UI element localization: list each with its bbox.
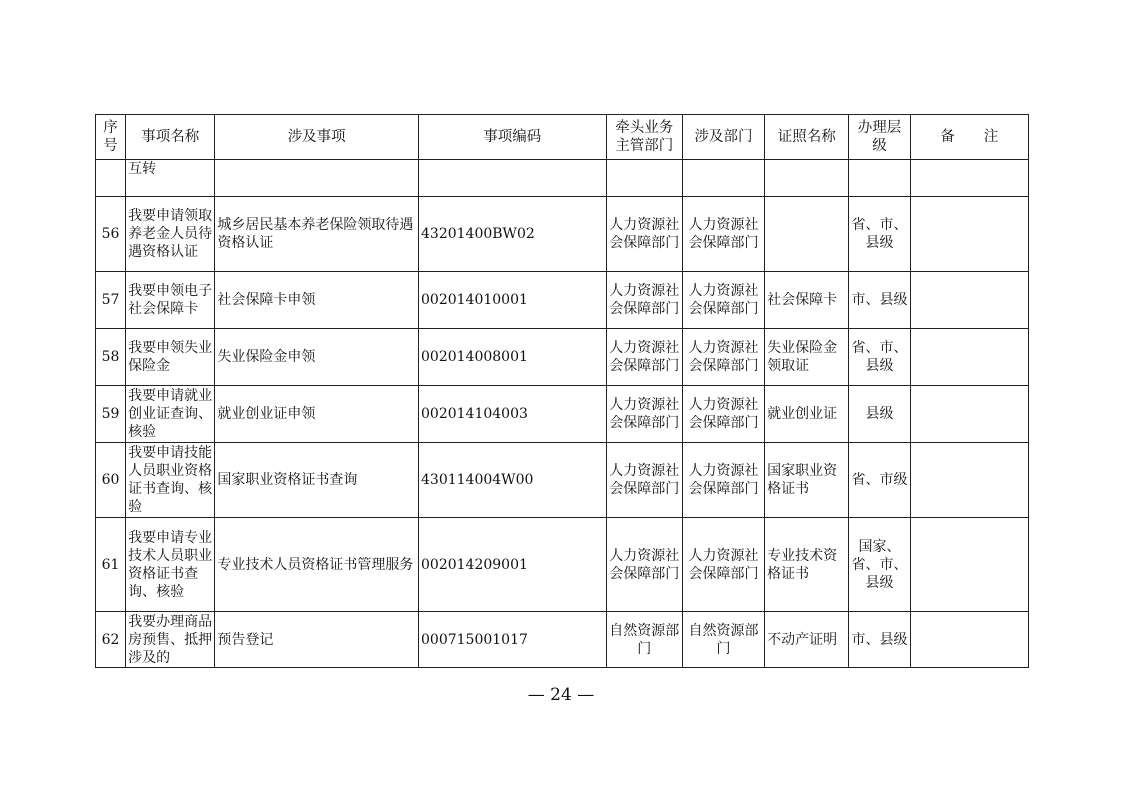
cell-lead-dept: 自然资源部门 bbox=[606, 612, 682, 668]
cell-level: 省、市、县级 bbox=[849, 197, 910, 272]
header-involved-dept: 涉及部门 bbox=[682, 115, 764, 160]
cell-lead-dept bbox=[606, 160, 682, 197]
page-number: — 24 — bbox=[527, 685, 595, 705]
cell-note bbox=[910, 518, 1028, 612]
cell-level bbox=[849, 160, 910, 197]
cell-seq: 57 bbox=[96, 272, 126, 329]
cell-matter: 就业创业证申领 bbox=[215, 386, 419, 443]
cell-level: 国家、省、市、县级 bbox=[849, 518, 910, 612]
cell-seq: 61 bbox=[96, 518, 126, 612]
cell-matter: 国家职业资格证书查询 bbox=[215, 443, 419, 518]
cell-matter: 城乡居民基本养老保险领取待遇资格认证 bbox=[215, 197, 419, 272]
cell-item-name: 我要申请技能人员职业资格证书查询、核验 bbox=[126, 443, 215, 518]
table-row bbox=[96, 329, 1029, 386]
cell-cert-name: 国家职业资格证书 bbox=[765, 443, 849, 518]
cell-code: 000715001017 bbox=[419, 612, 607, 668]
header-code: 事项编码 bbox=[419, 115, 607, 160]
table-row bbox=[96, 443, 1029, 518]
cell-note bbox=[910, 160, 1028, 197]
table-row bbox=[96, 272, 1029, 329]
cell-lead-dept: 人力资源社会保障部门 bbox=[606, 329, 682, 386]
cell-cert-name: 不动产证明 bbox=[765, 612, 849, 668]
items-table bbox=[95, 114, 1029, 668]
cell-note bbox=[910, 272, 1028, 329]
cell-involved-dept: 人力资源社会保障部门 bbox=[682, 386, 764, 443]
cell-lead-dept: 人力资源社会保障部门 bbox=[606, 386, 682, 443]
cell-code: 002014010001 bbox=[419, 272, 607, 329]
cell-level: 省、市级 bbox=[849, 443, 910, 518]
header-note: 备 注 bbox=[910, 115, 1028, 160]
cell-lead-dept: 人力资源社会保障部门 bbox=[606, 518, 682, 612]
cell-code bbox=[419, 160, 607, 197]
cell-lead-dept: 人力资源社会保障部门 bbox=[606, 272, 682, 329]
header-lead-dept: 牵头业务主管部门 bbox=[606, 115, 682, 160]
cell-item-name: 我要申领失业保险金 bbox=[126, 329, 215, 386]
cell-matter: 专业技术人员资格证书管理服务 bbox=[215, 518, 419, 612]
cell-lead-dept: 人力资源社会保障部门 bbox=[606, 443, 682, 518]
cell-code: 002014209001 bbox=[419, 518, 607, 612]
cell-note bbox=[910, 329, 1028, 386]
cell-item-name: 我要申请专业技术人员职业资格证书查询、核验 bbox=[126, 518, 215, 612]
cell-code: 002014104003 bbox=[419, 386, 607, 443]
cell-cert-name bbox=[765, 160, 849, 197]
table-row bbox=[96, 197, 1029, 272]
cell-involved-dept: 人力资源社会保障部门 bbox=[682, 272, 764, 329]
cell-note bbox=[910, 612, 1028, 668]
cell-code: 002014008001 bbox=[419, 329, 607, 386]
header-seq: 序号 bbox=[96, 115, 126, 160]
cell-item-name: 我要办理商品房预售、抵押涉及的 bbox=[126, 612, 215, 668]
cell-item-name: 互转 bbox=[126, 160, 215, 197]
header-level: 办理层级 bbox=[849, 115, 910, 160]
cell-code: 43201400BW02 bbox=[419, 197, 607, 272]
cell-code: 430114004W00 bbox=[419, 443, 607, 518]
cell-involved-dept: 人力资源社会保障部门 bbox=[682, 443, 764, 518]
cell-involved-dept: 人力资源社会保障部门 bbox=[682, 329, 764, 386]
cell-seq: 59 bbox=[96, 386, 126, 443]
cell-item-name: 我要申领电子社会保障卡 bbox=[126, 272, 215, 329]
cell-seq: 62 bbox=[96, 612, 126, 668]
table-header-row bbox=[96, 115, 1029, 160]
cell-seq: 56 bbox=[96, 197, 126, 272]
table-row bbox=[96, 518, 1029, 612]
cell-matter: 失业保险金申领 bbox=[215, 329, 419, 386]
cell-level: 市、县级 bbox=[849, 612, 910, 668]
table-row bbox=[96, 612, 1029, 668]
cell-seq bbox=[96, 160, 126, 197]
cell-level: 省、市、县级 bbox=[849, 329, 910, 386]
cell-involved-dept: 人力资源社会保障部门 bbox=[682, 197, 764, 272]
cell-note bbox=[910, 386, 1028, 443]
cell-item-name: 我要申请就业创业证查询、核验 bbox=[126, 386, 215, 443]
cell-cert-name: 失业保险金领取证 bbox=[765, 329, 849, 386]
cell-level: 县级 bbox=[849, 386, 910, 443]
cell-cert-name: 社会保障卡 bbox=[765, 272, 849, 329]
cell-cert-name: 就业创业证 bbox=[765, 386, 849, 443]
cell-item-name: 我要申请领取养老金人员待遇资格认证 bbox=[126, 197, 215, 272]
cell-note bbox=[910, 443, 1028, 518]
cell-level: 市、县级 bbox=[849, 272, 910, 329]
cell-seq: 60 bbox=[96, 443, 126, 518]
table-row bbox=[96, 386, 1029, 443]
cell-matter: 社会保障卡申领 bbox=[215, 272, 419, 329]
header-item-name: 事项名称 bbox=[126, 115, 215, 160]
cell-matter: 预告登记 bbox=[215, 612, 419, 668]
cell-involved-dept: 自然资源部门 bbox=[682, 612, 764, 668]
header-cert-name: 证照名称 bbox=[765, 115, 849, 160]
cell-cert-name: 专业技术资格证书 bbox=[765, 518, 849, 612]
cell-lead-dept: 人力资源社会保障部门 bbox=[606, 197, 682, 272]
cell-involved-dept bbox=[682, 160, 764, 197]
cell-matter bbox=[215, 160, 419, 197]
cell-involved-dept: 人力资源社会保障部门 bbox=[682, 518, 764, 612]
header-matter: 涉及事项 bbox=[215, 115, 419, 160]
cell-seq: 58 bbox=[96, 329, 126, 386]
cell-note bbox=[910, 197, 1028, 272]
table-row bbox=[96, 160, 1029, 197]
cell-cert-name bbox=[765, 197, 849, 272]
